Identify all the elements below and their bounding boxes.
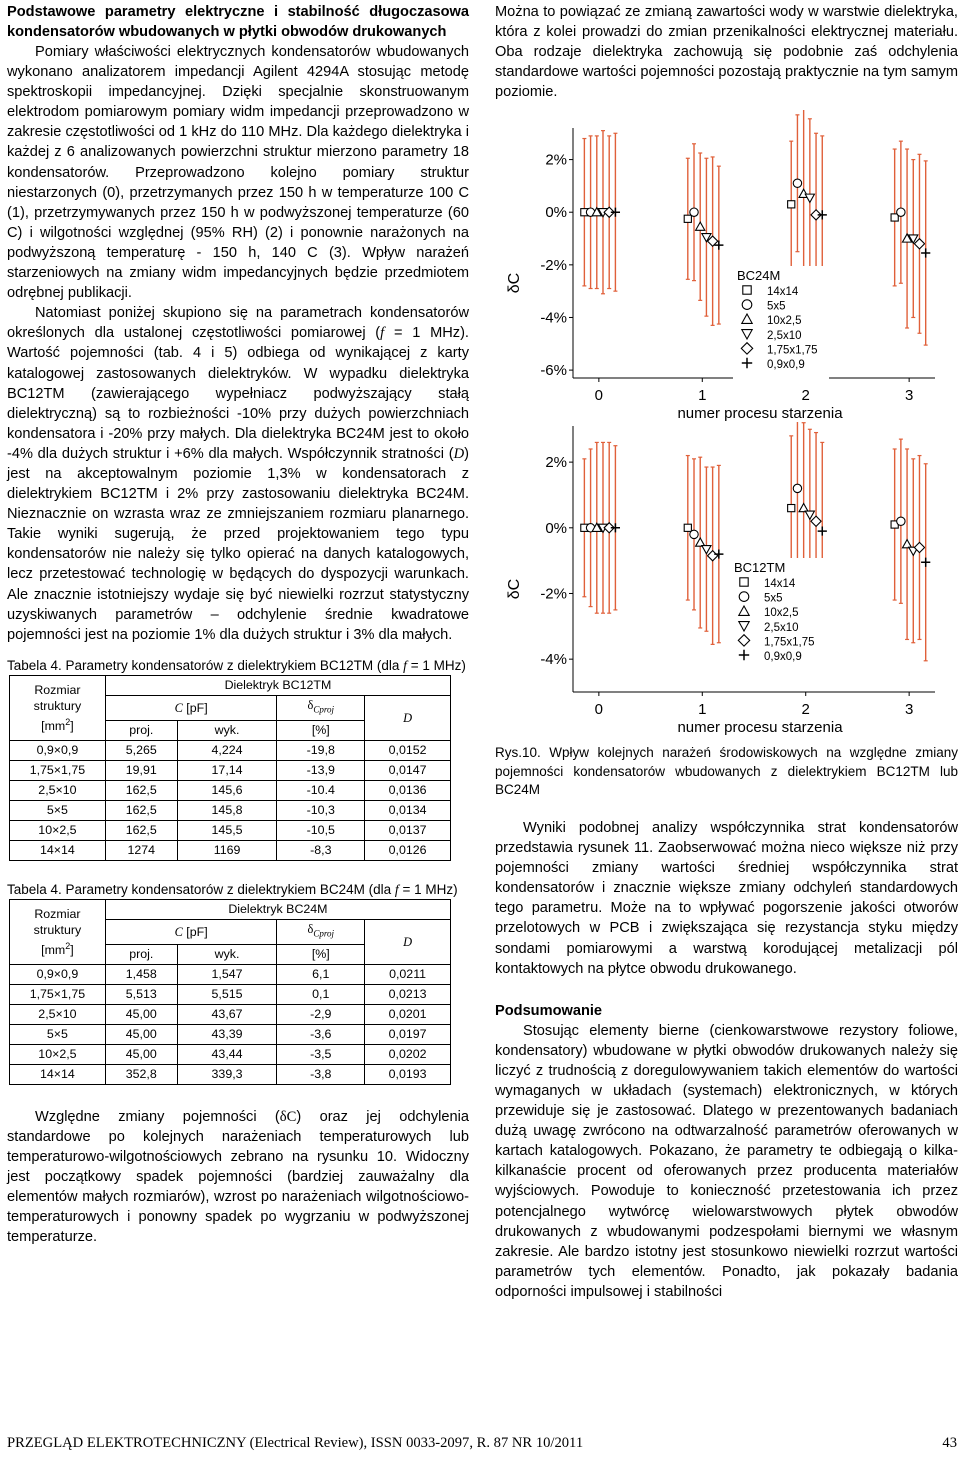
table-cell: 0,0136 bbox=[365, 780, 451, 800]
legend-label: 5x5 bbox=[767, 301, 786, 314]
data-point bbox=[914, 239, 924, 249]
table-cell: 339,3 bbox=[177, 1064, 277, 1084]
table-cell: 0,1 bbox=[277, 984, 365, 1004]
table-cell: 45,00 bbox=[105, 1044, 177, 1064]
legend-label: 2,5x10 bbox=[764, 622, 799, 635]
table-cell: 1,458 bbox=[105, 964, 177, 984]
wyk-header: wyk. bbox=[177, 944, 277, 964]
table4-caption: Tabela 4. Parametry kondensatorów z dielektrykiem BC12TM (dla f = 1 MHz) bbox=[7, 657, 466, 673]
table-cell: 4,224 bbox=[177, 740, 277, 760]
table-row bbox=[10, 820, 451, 840]
legend-label: 0,9x0,9 bbox=[764, 651, 802, 664]
data-point bbox=[690, 531, 698, 539]
summary-heading: Podsumowanie bbox=[495, 1002, 603, 1019]
table-cell: 43,39 bbox=[177, 1024, 277, 1044]
table-cell: 0,0201 bbox=[365, 1004, 451, 1024]
data-point bbox=[799, 504, 808, 512]
group-header: Dielektryk BC12TM bbox=[105, 676, 450, 696]
body-paragraph-1: Pomiary właściwości elektrycznych kondensatorów wbudowanych wykonano analizatorem impedancji Agilent 4294A stosując metodę spektroskopii impedancyjnej. Dzięki specjalnie skonstruowanym elektrodom pomiarowym pomiary widm impedancji przeprowadzono w zakresie częstotliwości od 1 kHz do 110 MHz. Dla każdego dielektryka i każdej z 6 analizowanych powierzchni struktur mierzono parametry 18 kondensatorów. Przeprowadzono kolejno pomiary struktur niestarzonych (0), przetrzymanych przez 150 h w temperaturze 100 C (1), przetrzymywanych przez 150 h w podwyższonej temperaturze (60 C) i wilgotności względnej (95% RH) (2) i ponownie narażonych na podwyższoną temperaturę - 150 h, 140 C (3). Wpływ narażeń starzeniowych na zmiany widm impedancyjnych będzie przedmiotem odrębnej publikacji. bbox=[7, 44, 469, 302]
table-row bbox=[10, 964, 451, 984]
table-cell: -13,9 bbox=[277, 760, 365, 780]
y-tick-label: 0% bbox=[545, 204, 567, 222]
size-header: Rozmiar struktury $[mm^2]$ bbox=[10, 676, 106, 740]
y-tick-label: -4% bbox=[540, 651, 567, 669]
table-cell: 5×5 bbox=[10, 1024, 106, 1044]
legend-label: 10x2,5 bbox=[767, 315, 802, 328]
data-point bbox=[793, 485, 801, 493]
table-cell: 0,0134 bbox=[365, 800, 451, 820]
x-tick-label: 3 bbox=[904, 701, 914, 719]
table-cell: -2,9 bbox=[277, 1004, 365, 1024]
size-header: Rozmiar struktury $[mm^2]$ bbox=[10, 900, 106, 964]
table-cell: -8,3 bbox=[277, 840, 365, 860]
data-point bbox=[611, 524, 620, 533]
table-cell: 5,515 bbox=[177, 984, 277, 1004]
x-axis-label: numer procesu starzenia bbox=[677, 405, 843, 423]
table-cell: 1,75×1,75 bbox=[10, 760, 106, 780]
table-cell: 2,5×10 bbox=[10, 780, 106, 800]
data-point bbox=[696, 538, 705, 546]
table-cell: 1274 bbox=[105, 840, 177, 860]
table-row bbox=[10, 1064, 451, 1084]
table-row bbox=[10, 840, 451, 860]
data-point bbox=[696, 223, 705, 231]
y-tick-label: -4% bbox=[540, 309, 567, 327]
table-cell: 14×14 bbox=[10, 1064, 106, 1084]
c-header: C [pF] bbox=[105, 696, 277, 720]
table5-caption: Tabela 4. Parametry kondensatorów z dielektrykiem BC24M (dla f = 1 MHz) bbox=[7, 881, 458, 897]
table-cell: 0,0197 bbox=[365, 1024, 451, 1044]
data-point bbox=[921, 249, 930, 258]
table-cell: 1,547 bbox=[177, 964, 277, 984]
table-row bbox=[10, 984, 451, 1004]
body-paragraph-3: Względne zmiany pojemności (δC) oraz jej odchylenia standardowe po kolejnych narażeniach temperaturowych lub temperaturowo-wilgotnościowych zebrano na rysunku 10. Widoczny jest początkowy spadek pojemności (bardziej zauważalny dla elementów małych rozmiarów), wzrost po narażeniach wilgotnościowo-temperaturowych i ponowny spadek po wygrzaniu w podwyższonej temperaturze. bbox=[7, 1108, 469, 1246]
table-cell: -3,5 bbox=[277, 1044, 365, 1064]
legend-label: 1,75x1,75 bbox=[767, 344, 818, 357]
table-cell: -10,5 bbox=[277, 820, 365, 840]
legend-title: BC24M bbox=[737, 268, 781, 284]
x-tick-label: 1 bbox=[698, 387, 707, 405]
table-cell: 14×14 bbox=[10, 840, 106, 860]
table-cell: 145,5 bbox=[177, 820, 277, 840]
table-bc12tm bbox=[9, 675, 451, 860]
legend-marker bbox=[743, 286, 751, 294]
left-column bbox=[7, 2, 469, 1247]
pct-header: [%] bbox=[277, 944, 365, 964]
table-cell: 145,8 bbox=[177, 800, 277, 820]
table-row bbox=[10, 780, 451, 800]
group-header: Dielektryk BC24M bbox=[105, 900, 450, 920]
table-cell: -19,8 bbox=[277, 740, 365, 760]
data-point bbox=[805, 512, 814, 520]
pct-header: [%] bbox=[277, 720, 365, 740]
series-5x5 bbox=[586, 115, 905, 289]
table-cell: 0,0137 bbox=[365, 820, 451, 840]
data-point bbox=[818, 211, 827, 220]
table-cell: 0,0193 bbox=[365, 1064, 451, 1084]
x-tick-label: 3 bbox=[904, 387, 914, 405]
table-cell: 0,9×0,9 bbox=[10, 964, 106, 984]
table-cell: -10.4 bbox=[277, 780, 365, 800]
table-cell: 43,67 bbox=[177, 1004, 277, 1024]
table-cell: -3,6 bbox=[277, 1024, 365, 1044]
legend-marker bbox=[742, 300, 752, 310]
page-number: 43 bbox=[942, 1435, 957, 1451]
body-paragraph-2: Natomiast poniżej skupiono się na parametrach kondensatorów określonych dla ustalonej częstotliwości pomiarowej (f = 1 MHz). Wartość pojemności (tab. 4 i 5) odbiega od wynikającej z karty katalogowej zastosowanych dielektryków. W wypadku dielektryka BC12TM (zawierającego wypełniacz podwyższający stałą dielektryczną) są to rozbieżności -10% przy dużych powierzchniach kondensatora i -20% przy małych. Dla dielektryka BC24M jest to około -4% dla dużych struktur i +6% dla małych. Współczynnik stratności (D) jest na akceptowalnym poziomie 1,3% w kondensatorach z dielektrykiem BC12TM i 2% przy zastosowaniu dielektryka BC24M. Nieznacznie on wzrasta wraz ze zmniejszaniem rozmiaru planarnego. Takie wyniki sugerują, że przed projektowaniem tego typu kondensatorów nie należy się tylko opierać na danych katalogowych, lecz przetestować technologię w będących do dyspozycji warunkach. Ale znacznie istotniejszy wydaje się być niewielki rozrzut statystyczny uzyskiwanych parametrów – odchylenie średnie kwadratowe pojemności jest na poziomie 1% dla dużych struktur i 3% dla małych. bbox=[7, 305, 469, 643]
table-cell: 352,8 bbox=[105, 1064, 177, 1084]
table-row bbox=[10, 800, 451, 820]
y-tick-label: 2% bbox=[545, 454, 567, 472]
table-cell: 2,5×10 bbox=[10, 1004, 106, 1024]
table-cell: 6,1 bbox=[277, 964, 365, 984]
table-row bbox=[10, 1024, 451, 1044]
d-header: D bbox=[365, 920, 451, 964]
table-cell: 10×2,5 bbox=[10, 1044, 106, 1064]
c-header: C [pF] bbox=[105, 920, 277, 944]
legend bbox=[730, 558, 826, 674]
legend bbox=[733, 266, 829, 382]
dc-header: $\delta_{Cproj}$ bbox=[277, 920, 365, 944]
table-cell: 1,75×1,75 bbox=[10, 984, 106, 1004]
y-axis-label: δC bbox=[506, 579, 523, 600]
series-14x14 bbox=[581, 139, 898, 286]
table-cell: 162,5 bbox=[105, 780, 177, 800]
y-tick-label: -6% bbox=[540, 362, 567, 380]
data-point bbox=[818, 527, 827, 536]
table-cell: 10×2,5 bbox=[10, 820, 106, 840]
legend-label: 5x5 bbox=[764, 593, 783, 606]
page-footer bbox=[7, 1435, 957, 1457]
data-point bbox=[708, 551, 718, 561]
data-point bbox=[805, 195, 814, 203]
right-column bbox=[495, 2, 958, 1302]
table-cell: 43,44 bbox=[177, 1044, 277, 1064]
chart-bc24m bbox=[495, 110, 958, 422]
table-cell: 19,91 bbox=[105, 760, 177, 780]
data-point bbox=[897, 518, 905, 526]
table-cell: 5,265 bbox=[105, 740, 177, 760]
table-cell: 145,6 bbox=[177, 780, 277, 800]
legend-label: 1,75x1,75 bbox=[764, 636, 815, 649]
data-point bbox=[684, 525, 691, 532]
x-tick-label: 0 bbox=[594, 701, 604, 719]
data-point bbox=[690, 208, 698, 216]
table-cell: -10,3 bbox=[277, 800, 365, 820]
table-cell: 0,0213 bbox=[365, 984, 451, 1004]
x-tick-label: 2 bbox=[801, 701, 810, 719]
table-cell: 162,5 bbox=[105, 820, 177, 840]
data-point bbox=[788, 201, 795, 208]
data-point bbox=[902, 540, 911, 548]
table-cell: 0,0152 bbox=[365, 740, 451, 760]
table-cell: 5×5 bbox=[10, 800, 106, 820]
body-paragraph-4: Wyniki podobnej analizy współczynnika strat kondensatorów przedstawia rysunek 11. Zaobserwować można nieco większe niż przy pojemności zmiany wartości średniej współczynnika strat kondensatorów i znacznie większe zmiany odchyleń standardowych tego parametru. Może na to wpływać pogorszenie jakości otworów przelotowych w PCB i zwiększająca się rezystancja styku między sondami pomiarowymi a warstwą korodującej metalizacji pól kontaktowych na płytce obwodu drukowanego. bbox=[495, 819, 958, 977]
table-cell: 45,00 bbox=[105, 1024, 177, 1044]
table-cell: 0,0202 bbox=[365, 1044, 451, 1064]
table-bc24m bbox=[9, 899, 451, 1084]
data-point bbox=[611, 208, 620, 217]
data-point bbox=[921, 558, 930, 567]
table-row bbox=[10, 740, 451, 760]
legend-label: 2,5x10 bbox=[767, 330, 802, 343]
data-point bbox=[684, 216, 691, 223]
wyk-header: wyk. bbox=[177, 720, 277, 740]
table-cell: -3,8 bbox=[277, 1064, 365, 1084]
x-tick-label: 0 bbox=[594, 387, 604, 405]
table-cell: 0,0211 bbox=[365, 964, 451, 984]
figure-caption: Rys.10. Wpływ kolejnych narażeń środowiskowych na względne zmiany pojemności kondensatorów wbudowanych z dielektrykiem BC12TM lub BC24M bbox=[495, 745, 958, 798]
table-row bbox=[10, 1004, 451, 1024]
dc-header: $\delta_{Cproj}$ bbox=[277, 696, 365, 720]
y-tick-label: -2% bbox=[540, 257, 567, 275]
data-point bbox=[897, 208, 905, 216]
legend-label: 10x2,5 bbox=[764, 607, 799, 620]
legend-marker bbox=[740, 578, 748, 586]
legend-title: BC12TM bbox=[734, 560, 786, 576]
y-axis-label: δC bbox=[506, 273, 523, 294]
legend-marker bbox=[739, 592, 749, 602]
table-cell: 0,0126 bbox=[365, 840, 451, 860]
table-row bbox=[10, 1044, 451, 1064]
y-tick-label: -2% bbox=[540, 585, 567, 603]
table-cell: 0,9×0,9 bbox=[10, 740, 106, 760]
table-row bbox=[10, 760, 451, 780]
data-point bbox=[811, 517, 821, 527]
table-cell: 1169 bbox=[177, 840, 277, 860]
table-cell: 162,5 bbox=[105, 800, 177, 820]
x-tick-label: 1 bbox=[698, 701, 707, 719]
table-cell: 45,00 bbox=[105, 1004, 177, 1024]
table-cell: 5,513 bbox=[105, 984, 177, 1004]
data-point bbox=[702, 546, 711, 554]
d-header: D bbox=[365, 696, 451, 740]
legend-label: 14x14 bbox=[767, 286, 799, 299]
legend-label: 14x14 bbox=[764, 578, 796, 591]
data-point bbox=[788, 505, 795, 512]
chart-bc12tm bbox=[495, 422, 958, 742]
section-heading: Podstawowe parametry elektryczne i stabilność długoczasowa kondensatorów wbudowanych w płytki obwodów drukowanych bbox=[7, 4, 469, 40]
body-paragraph-5: Stosując elementy bierne (cienkowarstwowe rezystory foliowe, kondensatory) wbudowane w płytki obwodów drukowanych należy się liczyć z trudnością z doregulowywaniem takich elementów do wartości wymaganych w układach (systemach) elektronicznych, w których przewiduje się je zastosować. Dlatego w prezentowanych badaniach dużą uwagę zwrócono na odtwarzalność parametrów oferowanych w kartach katalogowych. Pokazano, że parametry te odbiegają o kilka-kilkanaście procent od oferowanych przez producenta materiałów wyjściowych. Powoduje to konieczność przetestowania ich przez potencjalnego wytwórcę wielowarstwowych płytek obwodów drukowanych z wbudowanymi podzespołami biernymi we własnym zakresie. Ale bardzo istotny jest stosunkowo niewielki rozrzut wartości parametrów tych elementów. Ponadto, jak pokazały badania odporności impulsowej i stabilności bbox=[495, 1022, 958, 1300]
table-cell: 0,0147 bbox=[365, 760, 451, 780]
data-point bbox=[793, 180, 801, 188]
y-tick-label: 0% bbox=[545, 520, 567, 538]
x-tick-label: 2 bbox=[801, 387, 810, 405]
body-paragraph-right-0: Można to powiązać ze zmianą zawartości wody w warstwie dielektryka, która z kolei prowadzi do zmian przenikalności elektrycznej materiału. Oba rodzaje dielektryka zachowują się podobnie zaś odchylenia standardowe wartości pojemności pozostają praktycznie na tym samym poziomie. bbox=[495, 4, 958, 101]
journal-name: PRZEGLĄD ELEKTROTECHNICZNY (Electrical Review), ISSN 0033-2097, R. 87 NR 10/2011 bbox=[7, 1435, 584, 1451]
y-tick-label: 2% bbox=[545, 152, 567, 170]
x-axis-label: numer procesu starzenia bbox=[677, 719, 843, 737]
proj-header: proj. bbox=[105, 944, 177, 964]
table-cell: 17,14 bbox=[177, 760, 277, 780]
legend-label: 0,9x0,9 bbox=[767, 359, 805, 372]
proj-header: proj. bbox=[105, 720, 177, 740]
